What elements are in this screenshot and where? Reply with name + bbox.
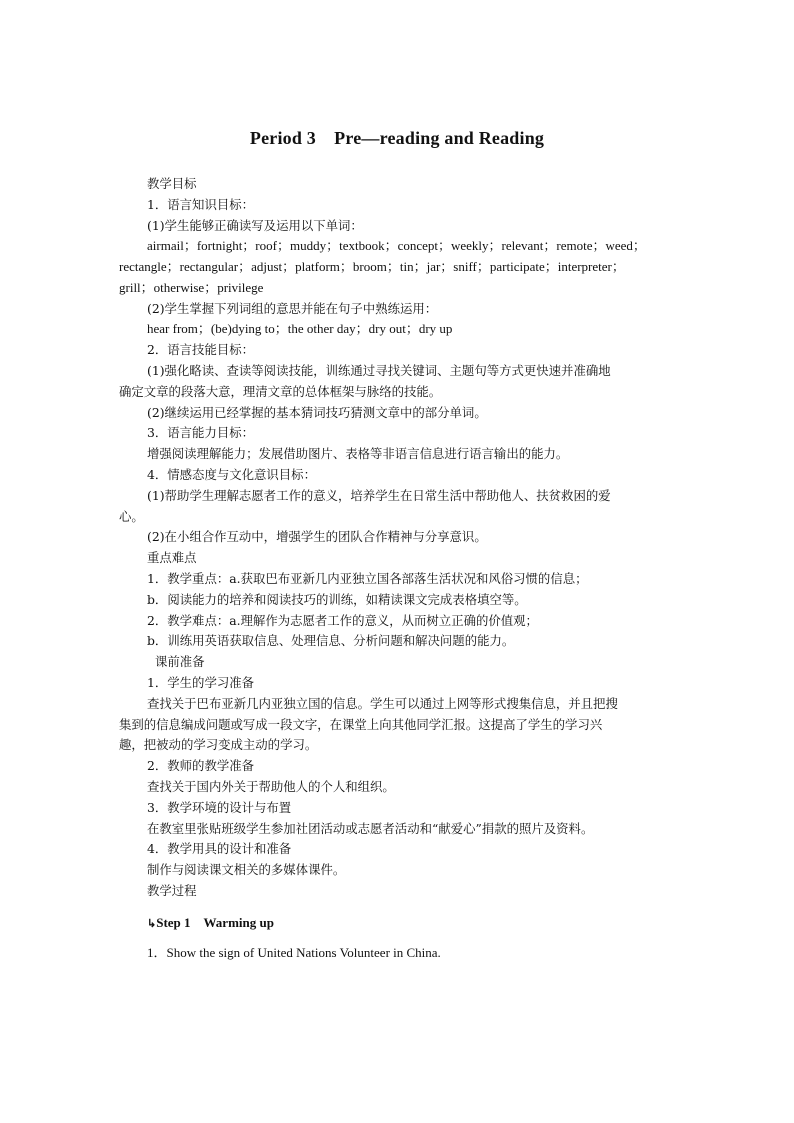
text-line: 3．教学环境的设计与布置 xyxy=(147,800,292,815)
text-line: b．阅读能力的培养和阅读技巧的训练，如精读课文完成表格填空等。 xyxy=(147,592,527,607)
step-heading-text: Step 1 Warming up xyxy=(156,915,274,930)
text-line: rectangle；rectangular；adjust；platform；broom；tin；jar；sniff；participate；interpreter； xyxy=(119,259,625,274)
page-title: Period 3 Pre—reading and Reading xyxy=(249,128,545,148)
text-line: 2．教学难点：a.理解作为志愿者工作的意义，从而树立正确的价值观； xyxy=(147,613,538,628)
text-line: 确定文章的段落大意，理清文章的总体框架与脉络的技能。 xyxy=(119,384,442,399)
section-heading: 教学目标 xyxy=(147,176,197,191)
text-line: 集到的信息编成问题或写成一段文字，在课堂上向其他同学汇报。这提高了学生的学习兴 xyxy=(119,717,603,732)
text-line: (2)学生掌握下列词组的意思并能在句子中熟练运用： xyxy=(147,301,438,316)
text-line: 2．教师的教学准备 xyxy=(147,758,255,773)
step-marker-icon: ↳ xyxy=(147,918,157,930)
text-line: (1)强化略读、查读等阅读技能，训练通过寻找关键词、主题句等方式更快速并准确地 xyxy=(147,363,611,378)
text-line: (2)在小组合作互动中，增强学生的团队合作精神与分享意识。 xyxy=(147,529,487,544)
text-line: 2．语言技能目标： xyxy=(147,342,255,357)
text-line: 1．学生的学习准备 xyxy=(147,675,255,690)
text-line: airmail；fortnight；roof；muddy；textbook；concept；weekly；relevant；remote；weed； xyxy=(147,238,646,253)
text-line: 趣，把被动的学习变成主动的学习。 xyxy=(119,737,318,752)
section-heading: 教学过程 xyxy=(147,883,197,898)
text-line: 查找关于巴布亚新几内亚独立国的信息。学生可以通过上网等形式搜集信息，并且把搜 xyxy=(147,696,618,711)
section-heading: 课前准备 xyxy=(155,654,205,669)
text-line: 1．语言知识目标： xyxy=(147,197,255,212)
text-line: 心。 xyxy=(119,509,144,524)
text-line: 4．教学用具的设计和准备 xyxy=(147,841,292,856)
text-line: (1)帮助学生理解志愿者工作的意义，培养学生在日常生活中帮助他人、扶贫救困的爱 xyxy=(147,488,611,503)
text-line: 1．教学重点：a.获取巴布亚新几内亚独立国各部落生活状况和风俗习惯的信息； xyxy=(147,571,588,586)
text-line: 制作与阅读课文相关的多媒体课件。 xyxy=(147,862,346,877)
text-line: (2)继续运用已经掌握的基本猜词技巧猜测文章中的部分单词。 xyxy=(147,405,487,420)
text-line: hear from；(be)dying to；the other day；dry out；dry up xyxy=(147,321,453,336)
text-line: 增强阅读理解能力；发展借助图片、表格等非语言信息进行语言输出的能力。 xyxy=(147,446,569,461)
text-line: 查找关于国内外关于帮助他人的个人和组织。 xyxy=(147,779,395,794)
step-heading xyxy=(147,913,679,934)
text-line: 在教室里张贴班级学生参加社团活动或志愿者活动和“献爱心”捐款的照片及资料。 xyxy=(147,821,594,836)
text-line: grill；otherwise；privilege xyxy=(119,280,264,295)
text-line: 1．Show the sign of United Nations Volunteer in China. xyxy=(147,945,441,960)
text-line: (1)学生能够正确读写及运用以下单词： xyxy=(147,218,363,233)
text-line: 4．情感态度与文化意识目标： xyxy=(147,467,316,482)
text-line: 3．语言能力目标： xyxy=(147,425,255,440)
section-heading: 重点难点 xyxy=(147,550,197,565)
text-line: b．训练用英语获取信息、处理信息、分析问题和解决问题的能力。 xyxy=(147,633,515,648)
